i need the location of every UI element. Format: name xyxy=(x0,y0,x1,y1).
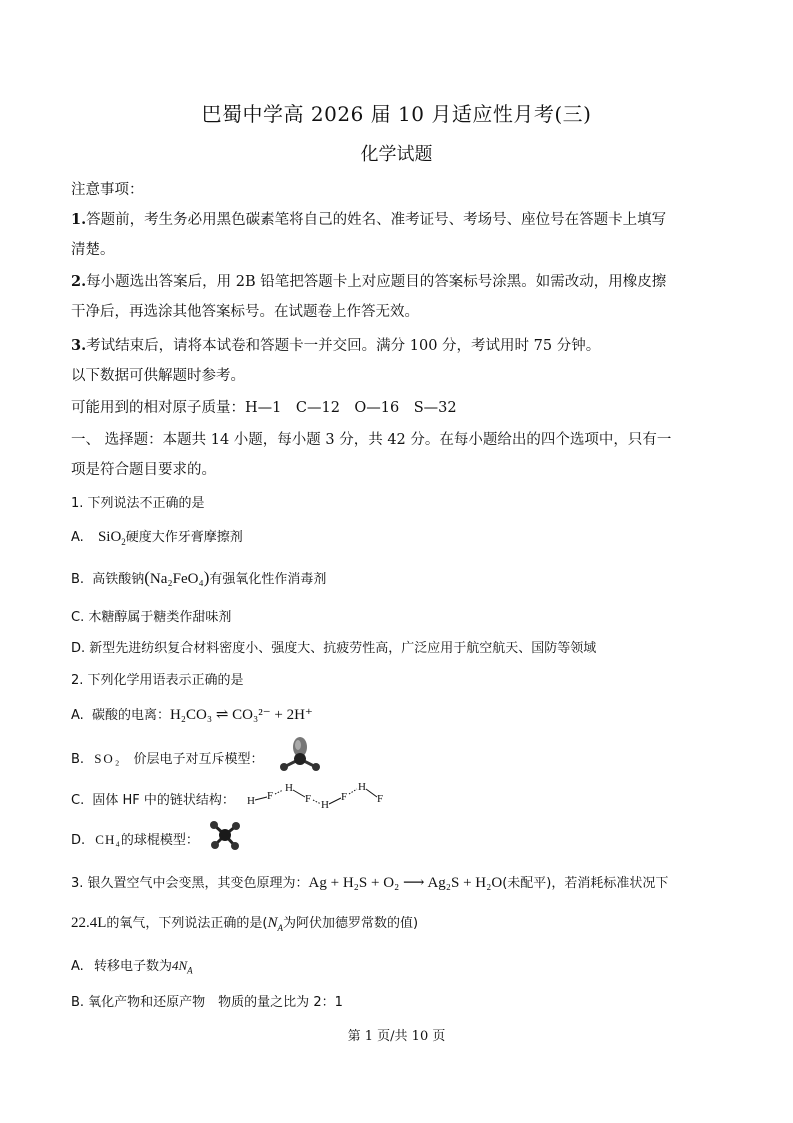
q2-d-formula: CH₄ xyxy=(95,832,121,847)
q2-b-text: 价层电子对互斥模型： xyxy=(133,752,264,767)
so2-vsepr-model-image xyxy=(276,735,326,775)
section-line-2: 项是符合题目要求的。 xyxy=(71,462,216,478)
q3-a-formula-sub: A xyxy=(187,965,193,976)
page-number: 第 1 页/共 10 页 xyxy=(347,1029,446,1044)
q3-na-sub: A xyxy=(277,923,284,933)
q3-line2-text: 的氧气，下列说法正确的是( xyxy=(106,916,268,931)
note-1-line-2: 清楚。 xyxy=(71,242,115,258)
q2-b-formula: SO₂ xyxy=(94,751,122,766)
atomic-mass-line: 可能用到的相对原子质量：H—1 C—12 O—16 S—32 xyxy=(71,400,457,416)
q3-stem-line-1 xyxy=(71,872,668,892)
q3-na-main: N xyxy=(267,915,278,931)
hf-atom-h: H xyxy=(247,795,255,807)
q1-b-text: 有强氧化性作消毒剂 xyxy=(209,572,327,587)
q1-option-d: D. 新型先进纺织复合材料密度小、强度大、抗疲劳性高，广泛应用于航空航天、国防等领域 xyxy=(71,641,597,656)
q1-a-formula xyxy=(98,529,126,545)
q1-option-a xyxy=(71,526,243,547)
hf-atom-h: H xyxy=(321,799,329,810)
q2-a-formula: H₂CO₃ ⇌ CO₃²⁻ + 2H⁺ xyxy=(169,707,313,723)
note-2-number: 2. xyxy=(71,273,87,290)
notes-heading: 注意事项： xyxy=(71,182,144,198)
page-title: 巴蜀中学高 2026 届 10 月适应性月考(三) xyxy=(201,102,592,126)
q1-option-b xyxy=(71,568,326,588)
q2-d-label: D. xyxy=(71,833,86,848)
q2-c-label: C. xyxy=(71,793,85,808)
q1-a-text: 硬度大作牙膏摩擦剂 xyxy=(125,530,243,545)
hf-atom-h: H xyxy=(285,782,293,794)
q1-a-formula-sub: 2 xyxy=(121,537,126,547)
q1-b-formula: Na₂FeO₄ xyxy=(149,571,204,587)
section-line-1: 一、 选择题：本题共 14 小题，每小题 3 分，共 42 分。在每小题给出的四个选项中，只有一 xyxy=(71,432,672,448)
hf-atom-f: F xyxy=(377,793,384,805)
hf-atom-f: F xyxy=(341,791,348,803)
note-1-number: 1. xyxy=(71,211,87,228)
note-2-text: 每小题选出答案后，用 2B 铅笔把答题卡上对应题目的答案标号涂黑。如需改动，用橡皮擦 xyxy=(86,274,667,290)
data-reference: 以下数据可供解题时参考。 xyxy=(71,368,245,384)
q1-stem: 1. 下列说法不正确的是 xyxy=(71,496,205,511)
q3-stem-line-2 xyxy=(71,912,418,933)
q3-a-label: A. xyxy=(71,959,84,974)
page-subtitle: 化学试题 xyxy=(360,144,433,165)
q1-a-label: A. xyxy=(71,530,84,545)
q3-a-formula xyxy=(171,958,193,976)
ch4-ball-stick-model-image xyxy=(208,818,242,852)
hf-chain-structure-image xyxy=(245,780,395,810)
note-1-line-1 xyxy=(71,208,666,229)
q1-b-label: B. xyxy=(71,572,85,587)
q1-b-paren-open: ( xyxy=(144,568,150,587)
q2-c-text: 固体 HF 中的链状结构： xyxy=(92,793,235,808)
q1-b-pre: 高铁酸钠 xyxy=(92,572,145,587)
note-2-line-1 xyxy=(71,270,666,291)
q3-stem-formula: Ag + H₂S + O₂ ⟶ Ag₂S + H₂O xyxy=(308,875,503,891)
q2-option-d xyxy=(71,829,199,848)
q2-option-c xyxy=(71,789,235,808)
q2-stem: 2. 下列化学用语表示正确的是 xyxy=(71,673,244,688)
q3-line2-post: 为阿伏加德罗常数的值) xyxy=(283,916,419,931)
q2-b-label: B. xyxy=(71,752,85,767)
q3-volume: 22.4L xyxy=(71,915,107,931)
q3-option-b: B. 氧化产物和还原产物 物质的量之比为 2：1 xyxy=(71,995,343,1010)
q2-d-text: 的球棍模型： xyxy=(120,833,199,848)
q2-option-b xyxy=(71,748,264,767)
hf-atom-f: F xyxy=(305,793,312,805)
note-1-text: 答题前，考生务必用黑色碳素笔将自己的姓名、准考证号、考场号、座位号在答题卡上填写 xyxy=(86,212,667,228)
note-3-number: 3. xyxy=(71,337,87,354)
q1-a-formula-main: SiO xyxy=(97,529,122,545)
q3-a-formula-main: 4N xyxy=(171,958,188,973)
q3-option-a xyxy=(71,955,193,976)
q3-na-symbol xyxy=(268,915,284,931)
q3-stem-pre: 3. 银久置空气中会变黑，其变色原理为： xyxy=(71,876,309,891)
note-3-line-1 xyxy=(71,334,600,355)
note-3-text: 考试结束后，请将本试卷和答题卡一并交回。满分 100 分，考试用时 75 分钟。 xyxy=(86,338,601,354)
note-2-line-2: 干净后，再选涂其他答案标号。在试题卷上作答无效。 xyxy=(71,304,419,320)
hf-atom-f: F xyxy=(267,790,274,802)
q1-b-paren-close: ) xyxy=(203,568,210,587)
q3-a-text: 转移电子数为 xyxy=(93,959,172,974)
q3-stem-post: (未配平)，若消耗标准状况下 xyxy=(502,876,669,891)
q2-option-a xyxy=(71,704,313,724)
hf-atom-h: H xyxy=(358,781,366,793)
q1-option-c: C. 木糖醇属于糖类作甜味剂 xyxy=(71,610,232,625)
q2-a-pre: 碳酸的电离： xyxy=(91,708,170,723)
q2-a-label: A. xyxy=(71,708,84,723)
